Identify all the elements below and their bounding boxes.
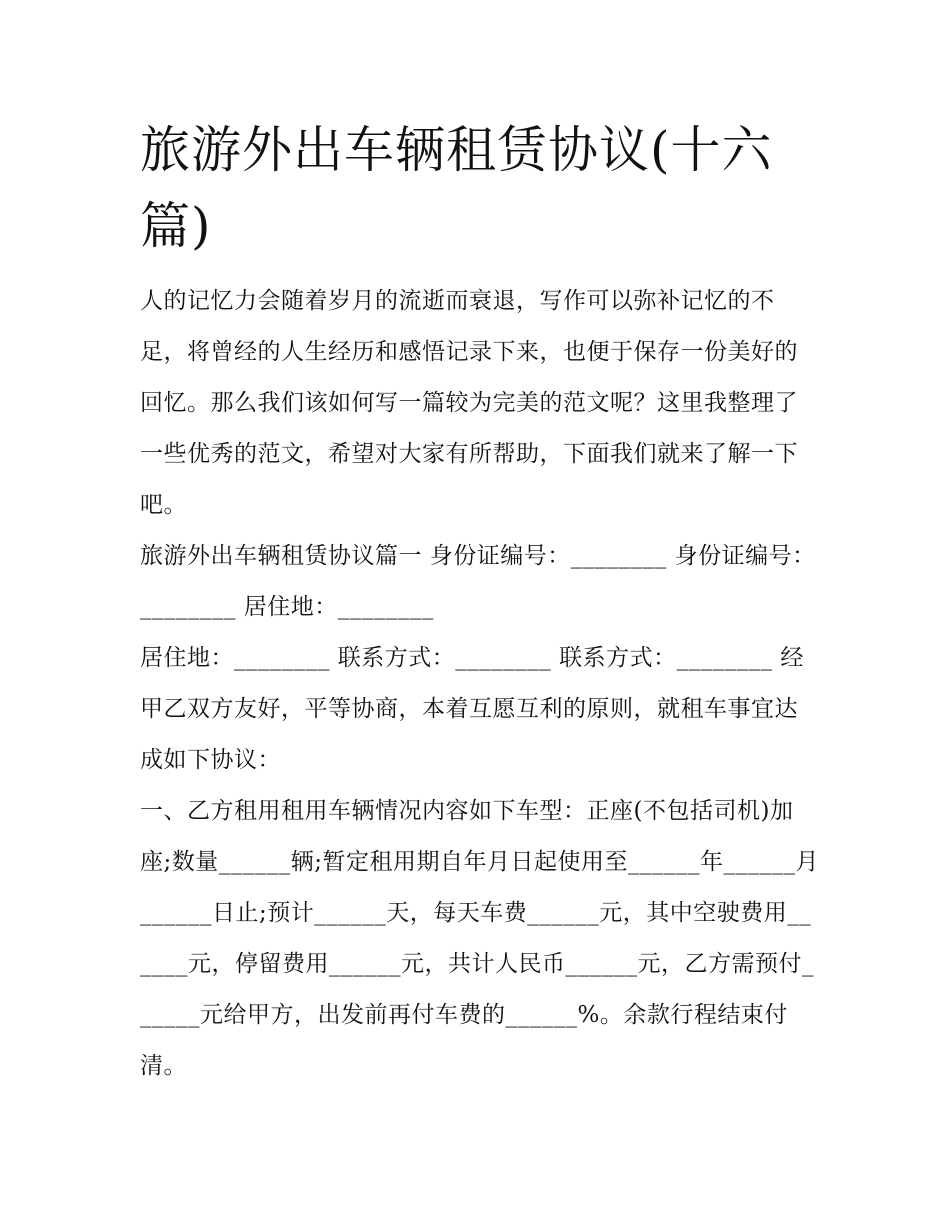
document-title: 旅游外出车辆租赁协议(十六篇)	[140, 121, 773, 255]
agreement-preamble-paragraph: 居住地：________ 联系方式：________ 联系方式：________ 经甲乙双方友好，平等协商，本着互愿互利的原则，就租车事宜达成如下协议：	[140, 645, 804, 773]
intro-paragraph: 人的记忆力会随着岁月的流逝而衰退，写作可以弥补记忆的不足，将曾经的人生经历和感悟记录下来，也便于保存一份美好的回忆。那么我们该如何写一篇较为完美的范文呢？这里我整理了一些优秀的范文，希望对大家有所帮助，下面我们就来了解一下吧。	[140, 288, 798, 518]
document-body	[140, 276, 820, 1092]
clause-one-paragraph: 一、乙方租用租用车辆情况内容如下车型：正座(不包括司机)加座;数量______辆;暂定租用期自年月日起使用至______年______月______日止;预计______天，每天车费______元，其中空驶费用______元，停留费用______元，共计人民币______元，乙方需预付______元给甲方，出发前再付车费的______%。余款行程结束付清。	[140, 798, 819, 1079]
party-info-paragraph: 旅游外出车辆租赁协议篇一 身份证编号：________ 身份证编号：________ 居住地：________	[140, 543, 816, 620]
